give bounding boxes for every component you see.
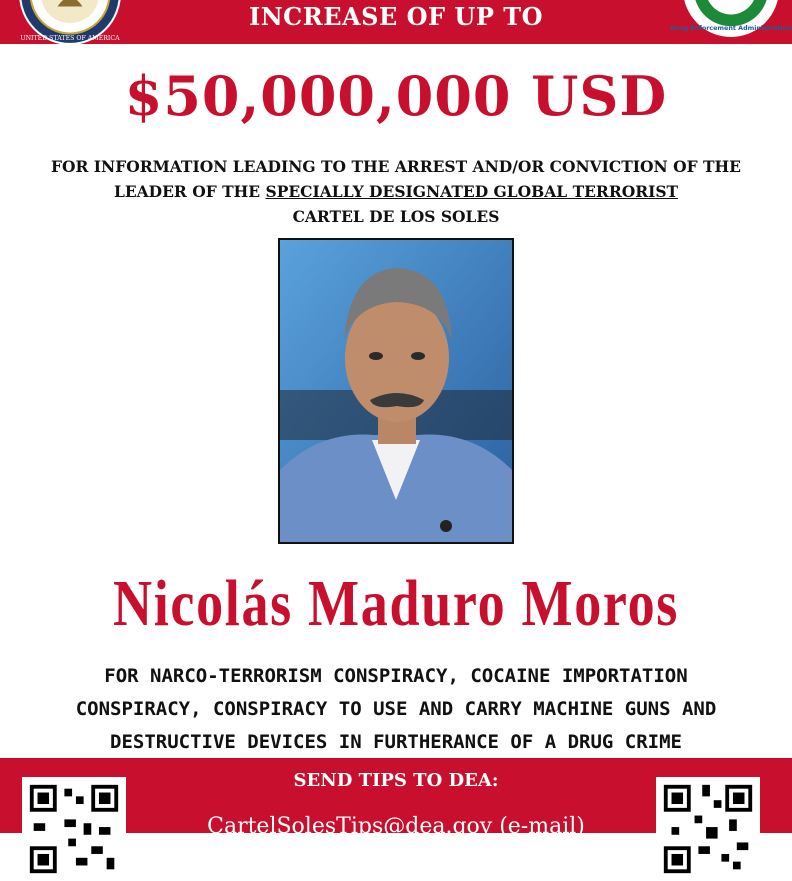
dea-seal-icon: [670, 0, 792, 38]
info-line-1: FOR INFORMATION LEADING TO THE ARREST AND/OR CONVICTION OF THE: [51, 157, 741, 176]
charges-line-3: DESTRUCTIVE DEVICES IN FURTHERANCE OF A DRUG CRIME: [110, 731, 682, 753]
tips-email-link[interactable]: CartelSolesTips@dea.gov (e-mail): [207, 814, 585, 839]
charges-line-2: CONSPIRACY, CONSPIRACY TO USE AND CARRY MACHINE GUNS AND: [75, 698, 717, 720]
seal-left-text: UNITED STATES OF AMERICA: [20, 34, 120, 42]
info-line-2: [0, 179, 792, 204]
seal-right-text: Drug Enforcement Administration: [670, 24, 792, 33]
page-title: INCREASE OF UP TO: [248, 2, 543, 31]
subject-photo: [278, 238, 514, 544]
info-line-2-prefix: LEADER OF THE: [113, 182, 266, 201]
sdgt-designation: SPECIALLY DESIGNATED GLOBAL TERRORIST: [265, 182, 679, 201]
reward-description: [0, 154, 792, 229]
charges-line-1: FOR NARCO-TERRORISM CONSPIRACY, COCAINE IMPORTATION: [104, 665, 688, 687]
subject-name: Nicolás Maduro Moros: [113, 567, 679, 640]
subject-portrait-image: [280, 240, 512, 542]
tips-label: SEND TIPS TO DEA:: [293, 770, 499, 791]
info-line-3: CARTEL DE LOS SOLES: [292, 207, 500, 226]
charges: [0, 660, 792, 759]
reward-amount: $50,000,000 USD: [124, 64, 668, 128]
qr-code-right-icon[interactable]: [656, 777, 760, 881]
